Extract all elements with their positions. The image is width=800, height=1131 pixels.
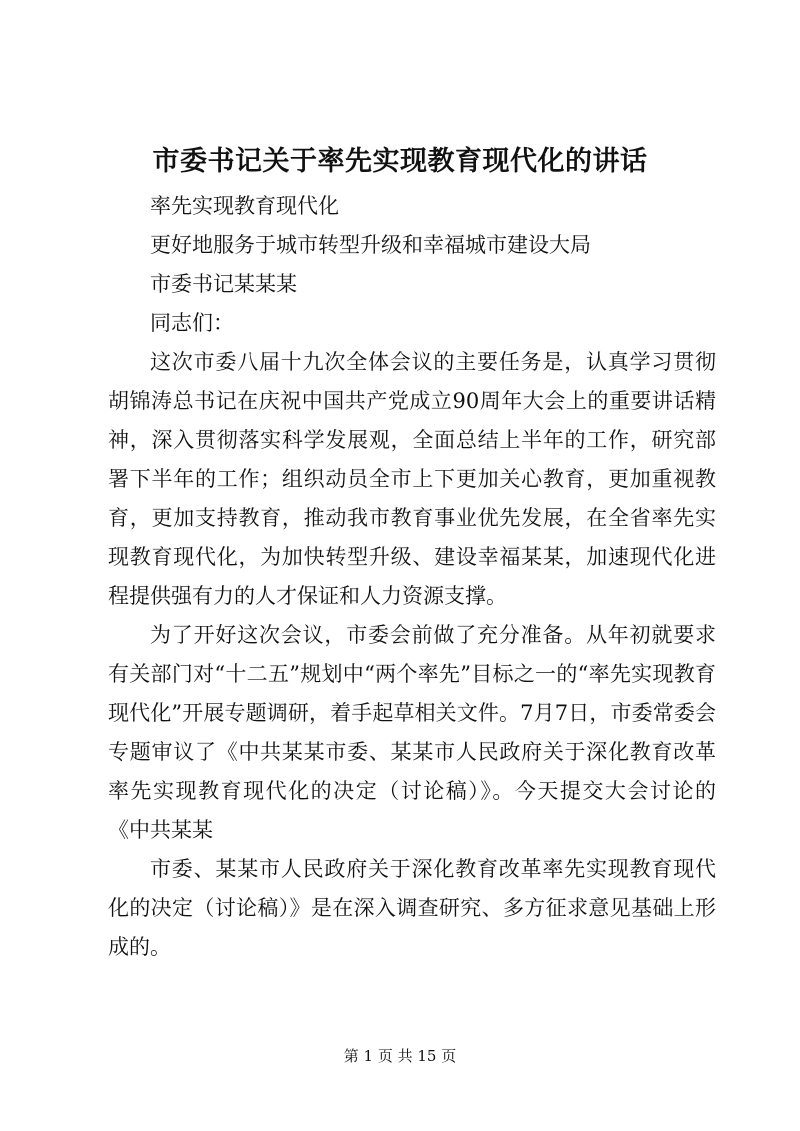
subtitle-line-2: 更好地服务于城市转型升级和幸福城市建设大局 <box>150 233 591 257</box>
subtitle-line-1: 率先实现教育现代化 <box>150 194 339 218</box>
document-body <box>108 187 716 967</box>
body-paragraph-1: 这次市委八届十九次全体会议的主要任务是，认真学习贯彻胡锦涛总书记在庆祝中国共产党成立90周年大会上的重要讲话精神，深入贯彻落实科学发展观，全面总结上半年的工作，研究部署下半年的工作；组织动员全市上下更加关心教育，更加重视教育，更加支持教育，推动我市教育事业优先发展，在全省率先实现教育现代化，为加快转型升级、建设幸福某某，加速现代化进程提供强有力的人才保证和人力资源支撑。 <box>108 350 716 608</box>
body-paragraph-3: 市委、某某市人民政府关于深化教育改革率先实现教育现代化的决定（讨论稿）》是在深入调查研究、多方征求意见基础上形成的。 <box>108 857 716 959</box>
document-title: 市委书记关于率先实现教育现代化的讲话 <box>152 146 648 177</box>
author-line: 市委书记某某某 <box>150 272 297 296</box>
salutation: 同志们： <box>150 311 234 335</box>
body-paragraph-2: 为了开好这次会议，市委会前做了充分准备。从年初就要求有关部门对“十二五”规划中“两个率先”目标之一的“率先实现教育现代化”开展专题调研，着手起草相关文件。7月7日，市委常委会专题审议了《中共某某市委、某某市人民政府关于深化教育改革率先实现教育现代化的决定（讨论稿）》。今天提交大会讨论的《中共某某 <box>108 623 716 842</box>
page-number-footer: 第 1 页 共 15 页 <box>343 1047 457 1065</box>
